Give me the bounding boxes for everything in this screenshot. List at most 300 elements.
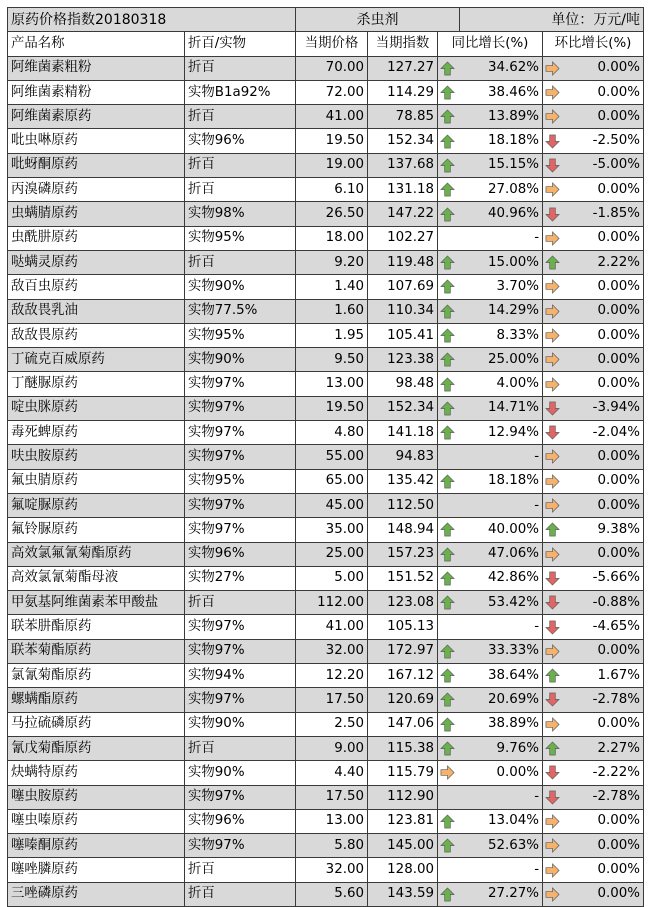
- green-up-arrow-icon: [440, 207, 455, 222]
- spec-cell: 折百: [185, 56, 296, 80]
- price-cell: 9.20: [296, 250, 368, 274]
- price-cell: 32.00: [296, 858, 368, 882]
- green-up-arrow-icon: [545, 255, 560, 270]
- price-cell: 32.00: [296, 639, 368, 663]
- index-cell: 119.48: [368, 250, 438, 274]
- yoy-trend-cell: [438, 56, 460, 80]
- price-cell: 1.95: [296, 323, 368, 347]
- spec-cell: 实物77.5%: [185, 299, 296, 323]
- product-name-cell: 联苯菊酯原药: [8, 639, 185, 663]
- spec-cell: 实物90%: [185, 348, 296, 372]
- yoy-trend-cell: [438, 858, 460, 882]
- orange-right-arrow-icon: [545, 377, 560, 392]
- mom-trend-cell: [543, 785, 565, 809]
- index-cell: 128.00: [368, 858, 438, 882]
- mom-value-cell: 0.00%: [565, 639, 644, 663]
- yoy-value-cell: 14.29%: [460, 299, 543, 323]
- yoy-value-cell: 15.00%: [460, 250, 543, 274]
- index-cell: 137.68: [368, 153, 438, 177]
- spec-cell: 实物95%: [185, 323, 296, 347]
- yoy-value-cell: 18.18%: [460, 469, 543, 493]
- red-down-arrow-icon: [545, 620, 560, 635]
- red-down-arrow-icon: [545, 134, 560, 149]
- price-cell: 5.80: [296, 834, 368, 858]
- product-name-cell: 毒死蜱原药: [8, 421, 185, 445]
- index-cell: 120.69: [368, 688, 438, 712]
- mom-trend-cell: [543, 323, 565, 347]
- product-name-cell: 噻虫嗪原药: [8, 809, 185, 833]
- orange-right-arrow-icon: [545, 717, 560, 732]
- mom-trend-cell: [543, 299, 565, 323]
- yoy-value-cell: 53.42%: [460, 591, 543, 615]
- price-index-sheet: [7, 7, 643, 907]
- yoy-trend-cell: [438, 518, 460, 542]
- price-cell: 19.00: [296, 153, 368, 177]
- table-row: [8, 275, 644, 299]
- product-name-cell: 阿维菌素原药: [8, 105, 185, 129]
- green-up-arrow-icon: [440, 741, 455, 756]
- category-label: 杀虫剂: [296, 8, 460, 32]
- col-header-yoy: 同比增长(%): [438, 32, 543, 56]
- price-cell: 35.00: [296, 518, 368, 542]
- mom-trend-cell: [543, 615, 565, 639]
- price-cell: 17.50: [296, 785, 368, 809]
- orange-right-arrow-icon: [545, 109, 560, 124]
- col-header-price: 当期价格: [296, 32, 368, 56]
- yoy-value-cell: -: [460, 785, 543, 809]
- title-row: [8, 8, 644, 32]
- yoy-trend-cell: [438, 299, 460, 323]
- table-row: [8, 396, 644, 420]
- orange-right-arrow-icon: [545, 887, 560, 902]
- product-name-cell: 氰戊菊酯原药: [8, 736, 185, 760]
- mom-trend-cell: [543, 421, 565, 445]
- red-down-arrow-icon: [545, 425, 560, 440]
- table-row: [8, 202, 644, 226]
- spec-cell: 实物97%: [185, 372, 296, 396]
- spec-cell: 折百: [185, 591, 296, 615]
- red-down-arrow-icon: [545, 595, 560, 610]
- spec-cell: 实物97%: [185, 518, 296, 542]
- spec-cell: 实物97%: [185, 834, 296, 858]
- yoy-trend-cell: [438, 323, 460, 347]
- product-name-cell: 吡虫啉原药: [8, 129, 185, 153]
- product-name-cell: 阿维菌素精粉: [8, 80, 185, 104]
- mom-value-cell: 2.27%: [565, 736, 644, 760]
- red-down-arrow-icon: [545, 207, 560, 222]
- product-name-cell: 敌敌畏原药: [8, 323, 185, 347]
- table-row: [8, 178, 644, 202]
- spec-cell: 折百: [185, 153, 296, 177]
- spec-cell: 实物97%: [185, 688, 296, 712]
- yoy-value-cell: 25.00%: [460, 348, 543, 372]
- product-name-cell: 噻虫胺原药: [8, 785, 185, 809]
- mom-value-cell: 0.00%: [565, 80, 644, 104]
- orange-right-arrow-icon: [545, 547, 560, 562]
- yoy-trend-cell: [438, 639, 460, 663]
- orange-right-arrow-icon: [545, 85, 560, 100]
- yoy-trend-cell: [438, 202, 460, 226]
- price-cell: 4.80: [296, 421, 368, 445]
- mom-value-cell: 2.22%: [565, 250, 644, 274]
- index-cell: 110.34: [368, 299, 438, 323]
- table-row: [8, 153, 644, 177]
- orange-right-arrow-icon: [545, 231, 560, 246]
- mom-trend-cell: [543, 809, 565, 833]
- product-name-cell: 噻嗪酮原药: [8, 834, 185, 858]
- yoy-value-cell: 0.00%: [460, 761, 543, 785]
- index-cell: 127.27: [368, 56, 438, 80]
- product-name-cell: 虫酰肼原药: [8, 226, 185, 250]
- index-cell: 107.69: [368, 275, 438, 299]
- yoy-value-cell: 13.89%: [460, 105, 543, 129]
- yoy-value-cell: 38.64%: [460, 664, 543, 688]
- spec-cell: 实物90%: [185, 712, 296, 736]
- mom-trend-cell: [543, 882, 565, 906]
- mom-trend-cell: [543, 80, 565, 104]
- green-up-arrow-icon: [440, 668, 455, 683]
- green-up-arrow-icon: [440, 401, 455, 416]
- index-cell: 98.48: [368, 372, 438, 396]
- col-header-index: 当期指数: [368, 32, 438, 56]
- yoy-trend-cell: [438, 785, 460, 809]
- mom-trend-cell: [543, 372, 565, 396]
- yoy-trend-cell: [438, 736, 460, 760]
- price-cell: 112.00: [296, 591, 368, 615]
- mom-value-cell: 1.67%: [565, 664, 644, 688]
- price-cell: 2.50: [296, 712, 368, 736]
- index-cell: 114.29: [368, 80, 438, 104]
- yoy-trend-cell: [438, 493, 460, 517]
- mom-trend-cell: [543, 542, 565, 566]
- yoy-value-cell: 15.15%: [460, 153, 543, 177]
- price-cell: 65.00: [296, 469, 368, 493]
- mom-value-cell: 0.00%: [565, 105, 644, 129]
- green-up-arrow-icon: [545, 741, 560, 756]
- index-cell: 131.18: [368, 178, 438, 202]
- red-down-arrow-icon: [545, 401, 560, 416]
- mom-value-cell: 0.00%: [565, 858, 644, 882]
- yoy-trend-cell: [438, 250, 460, 274]
- mom-value-cell: 0.00%: [565, 275, 644, 299]
- green-up-arrow-icon: [440, 692, 455, 707]
- index-cell: 141.18: [368, 421, 438, 445]
- yoy-value-cell: 14.71%: [460, 396, 543, 420]
- spec-cell: 实物97%: [185, 445, 296, 469]
- product-name-cell: 三唑磷原药: [8, 882, 185, 906]
- index-cell: 157.23: [368, 542, 438, 566]
- product-name-cell: 高效氯氟氰菊酯原药: [8, 542, 185, 566]
- green-up-arrow-icon: [440, 425, 455, 440]
- orange-right-arrow-icon: [545, 474, 560, 489]
- index-cell: 115.38: [368, 736, 438, 760]
- mom-trend-cell: [543, 178, 565, 202]
- green-up-arrow-icon: [440, 328, 455, 343]
- table-row: [8, 445, 644, 469]
- orange-right-arrow-icon: [545, 863, 560, 878]
- yoy-trend-cell: [438, 688, 460, 712]
- mom-trend-cell: [543, 226, 565, 250]
- yoy-trend-cell: [438, 153, 460, 177]
- spec-cell: 实物97%: [185, 639, 296, 663]
- yoy-trend-cell: [438, 348, 460, 372]
- table-row: [8, 712, 644, 736]
- spec-cell: 实物96%: [185, 542, 296, 566]
- price-cell: 13.00: [296, 809, 368, 833]
- mom-trend-cell: [543, 445, 565, 469]
- green-up-arrow-icon: [440, 61, 455, 76]
- mom-trend-cell: [543, 275, 565, 299]
- green-up-arrow-icon: [440, 85, 455, 100]
- yoy-trend-cell: [438, 469, 460, 493]
- yoy-value-cell: -: [460, 226, 543, 250]
- spec-cell: 实物97%: [185, 493, 296, 517]
- mom-trend-cell: [543, 688, 565, 712]
- index-cell: 167.12: [368, 664, 438, 688]
- table-row: [8, 882, 644, 906]
- mom-trend-cell: [543, 591, 565, 615]
- index-cell: 172.97: [368, 639, 438, 663]
- product-name-cell: 呋虫胺原药: [8, 445, 185, 469]
- mom-value-cell: 0.00%: [565, 809, 644, 833]
- table-row: [8, 56, 644, 80]
- mom-value-cell: 0.00%: [565, 445, 644, 469]
- green-up-arrow-icon: [545, 522, 560, 537]
- mom-value-cell: 0.00%: [565, 348, 644, 372]
- yoy-value-cell: 8.33%: [460, 323, 543, 347]
- index-cell: 123.81: [368, 809, 438, 833]
- mom-trend-cell: [543, 396, 565, 420]
- yoy-trend-cell: [438, 712, 460, 736]
- mom-value-cell: -2.04%: [565, 421, 644, 445]
- red-down-arrow-icon: [545, 692, 560, 707]
- product-name-cell: 氟铃脲原药: [8, 518, 185, 542]
- price-cell: 19.50: [296, 396, 368, 420]
- yoy-trend-cell: [438, 809, 460, 833]
- index-cell: 145.00: [368, 834, 438, 858]
- yoy-value-cell: 4.00%: [460, 372, 543, 396]
- price-cell: 5.60: [296, 882, 368, 906]
- table-row: [8, 299, 644, 323]
- mom-trend-cell: [543, 834, 565, 858]
- price-cell: 17.50: [296, 688, 368, 712]
- price-cell: 13.00: [296, 372, 368, 396]
- green-up-arrow-icon: [440, 352, 455, 367]
- yoy-value-cell: 47.06%: [460, 542, 543, 566]
- index-cell: 112.90: [368, 785, 438, 809]
- table-row: [8, 421, 644, 445]
- price-cell: 1.60: [296, 299, 368, 323]
- product-name-cell: 虫螨腈原药: [8, 202, 185, 226]
- orange-right-arrow-icon: [545, 498, 560, 513]
- mom-trend-cell: [543, 736, 565, 760]
- product-name-cell: 氟啶脲原药: [8, 493, 185, 517]
- spec-cell: 折百: [185, 736, 296, 760]
- table-row: [8, 493, 644, 517]
- mom-trend-cell: [543, 153, 565, 177]
- table-row: [8, 323, 644, 347]
- col-header-spec: 折百/实物: [185, 32, 296, 56]
- table-row: [8, 250, 644, 274]
- green-up-arrow-icon: [440, 255, 455, 270]
- yoy-value-cell: 33.33%: [460, 639, 543, 663]
- green-up-arrow-icon: [440, 595, 455, 610]
- mom-value-cell: -4.65%: [565, 615, 644, 639]
- yoy-trend-cell: [438, 834, 460, 858]
- spec-cell: 实物27%: [185, 566, 296, 590]
- green-up-arrow-icon: [440, 279, 455, 294]
- green-up-arrow-icon: [440, 887, 455, 902]
- spec-cell: 实物97%: [185, 785, 296, 809]
- spec-cell: 实物94%: [185, 664, 296, 688]
- yoy-value-cell: 3.70%: [460, 275, 543, 299]
- product-name-cell: 联苯肼酯原药: [8, 615, 185, 639]
- price-cell: 45.00: [296, 493, 368, 517]
- yoy-trend-cell: [438, 542, 460, 566]
- mom-trend-cell: [543, 493, 565, 517]
- table-row: [8, 518, 644, 542]
- product-name-cell: 阿维菌素粗粉: [8, 56, 185, 80]
- yoy-value-cell: 40.00%: [460, 518, 543, 542]
- index-cell: 147.06: [368, 712, 438, 736]
- spec-cell: 实物95%: [185, 469, 296, 493]
- mom-trend-cell: [543, 858, 565, 882]
- price-cell: 9.50: [296, 348, 368, 372]
- green-up-arrow-icon: [440, 547, 455, 562]
- yoy-trend-cell: [438, 275, 460, 299]
- mom-value-cell: 0.00%: [565, 882, 644, 906]
- column-header-row: [8, 32, 644, 56]
- green-up-arrow-icon: [440, 474, 455, 489]
- mom-value-cell: -2.78%: [565, 688, 644, 712]
- spec-cell: 实物96%: [185, 129, 296, 153]
- red-down-arrow-icon: [545, 571, 560, 586]
- orange-right-arrow-icon: [545, 814, 560, 829]
- table-row: [8, 542, 644, 566]
- yoy-trend-cell: [438, 372, 460, 396]
- green-up-arrow-icon: [545, 668, 560, 683]
- green-up-arrow-icon: [440, 644, 455, 659]
- spec-cell: 实物90%: [185, 275, 296, 299]
- yoy-trend-cell: [438, 882, 460, 906]
- yoy-trend-cell: [438, 226, 460, 250]
- yoy-trend-cell: [438, 105, 460, 129]
- table-row: [8, 688, 644, 712]
- product-name-cell: 吡蚜酮原药: [8, 153, 185, 177]
- spec-cell: 实物96%: [185, 809, 296, 833]
- index-cell: 102.27: [368, 226, 438, 250]
- red-down-arrow-icon: [545, 790, 560, 805]
- price-cell: 41.00: [296, 105, 368, 129]
- price-cell: 19.50: [296, 129, 368, 153]
- mom-trend-cell: [543, 129, 565, 153]
- mom-trend-cell: [543, 518, 565, 542]
- spec-cell: 实物97%: [185, 615, 296, 639]
- table-row: [8, 615, 644, 639]
- product-name-cell: 氟虫腈原药: [8, 469, 185, 493]
- orange-right-arrow-icon: [545, 644, 560, 659]
- mom-value-cell: 0.00%: [565, 542, 644, 566]
- mom-value-cell: -0.88%: [565, 591, 644, 615]
- mom-value-cell: 0.00%: [565, 56, 644, 80]
- product-name-cell: 啶虫脒原药: [8, 396, 185, 420]
- mom-value-cell: -2.22%: [565, 761, 644, 785]
- table-body: [8, 8, 644, 907]
- col-header-name: 产品名称: [8, 32, 185, 56]
- product-name-cell: 哒螨灵原药: [8, 250, 185, 274]
- yoy-trend-cell: [438, 129, 460, 153]
- product-name-cell: 丙溴磷原药: [8, 178, 185, 202]
- product-name-cell: 高效氯氰菊酯母液: [8, 566, 185, 590]
- mom-value-cell: 0.00%: [565, 372, 644, 396]
- spec-cell: 折百: [185, 105, 296, 129]
- price-cell: 72.00: [296, 80, 368, 104]
- price-cell: 41.00: [296, 615, 368, 639]
- mom-value-cell: 0.00%: [565, 712, 644, 736]
- table-row: [8, 105, 644, 129]
- orange-right-arrow-icon: [545, 449, 560, 464]
- unit-label: 单位：万元/吨: [460, 8, 644, 32]
- mom-value-cell: 0.00%: [565, 469, 644, 493]
- product-name-cell: 炔螨特原药: [8, 761, 185, 785]
- orange-right-arrow-icon: [545, 352, 560, 367]
- price-cell: 55.00: [296, 445, 368, 469]
- index-cell: 143.59: [368, 882, 438, 906]
- yoy-value-cell: 9.76%: [460, 736, 543, 760]
- table-row: [8, 566, 644, 590]
- yoy-value-cell: 40.96%: [460, 202, 543, 226]
- product-name-cell: 噻唑膦原药: [8, 858, 185, 882]
- yoy-trend-cell: [438, 761, 460, 785]
- spec-cell: 折百: [185, 250, 296, 274]
- green-up-arrow-icon: [440, 377, 455, 392]
- table-row: [8, 348, 644, 372]
- red-down-arrow-icon: [545, 158, 560, 173]
- yoy-trend-cell: [438, 178, 460, 202]
- yoy-value-cell: 20.69%: [460, 688, 543, 712]
- mom-trend-cell: [543, 105, 565, 129]
- yoy-value-cell: 27.27%: [460, 882, 543, 906]
- table-row: [8, 129, 644, 153]
- index-cell: 112.50: [368, 493, 438, 517]
- product-name-cell: 氯氰菊酯原药: [8, 664, 185, 688]
- spec-cell: 实物95%: [185, 226, 296, 250]
- mom-value-cell: 0.00%: [565, 834, 644, 858]
- mom-value-cell: 0.00%: [565, 226, 644, 250]
- table-row: [8, 591, 644, 615]
- yoy-value-cell: -: [460, 858, 543, 882]
- mom-value-cell: 0.00%: [565, 493, 644, 517]
- index-cell: 135.42: [368, 469, 438, 493]
- yoy-trend-cell: [438, 615, 460, 639]
- sheet-title: 原药价格指数20180318: [8, 8, 296, 32]
- yoy-value-cell: 38.89%: [460, 712, 543, 736]
- mom-trend-cell: [543, 566, 565, 590]
- product-name-cell: 敌百虫原药: [8, 275, 185, 299]
- table-row: [8, 372, 644, 396]
- orange-right-arrow-icon: [545, 328, 560, 343]
- table-row: [8, 834, 644, 858]
- green-up-arrow-icon: [440, 304, 455, 319]
- mom-value-cell: -3.94%: [565, 396, 644, 420]
- yoy-trend-cell: [438, 80, 460, 104]
- mom-value-cell: -5.00%: [565, 153, 644, 177]
- price-cell: 6.10: [296, 178, 368, 202]
- yoy-trend-cell: [438, 591, 460, 615]
- yoy-trend-cell: [438, 566, 460, 590]
- spec-cell: 折百: [185, 858, 296, 882]
- green-up-arrow-icon: [440, 717, 455, 732]
